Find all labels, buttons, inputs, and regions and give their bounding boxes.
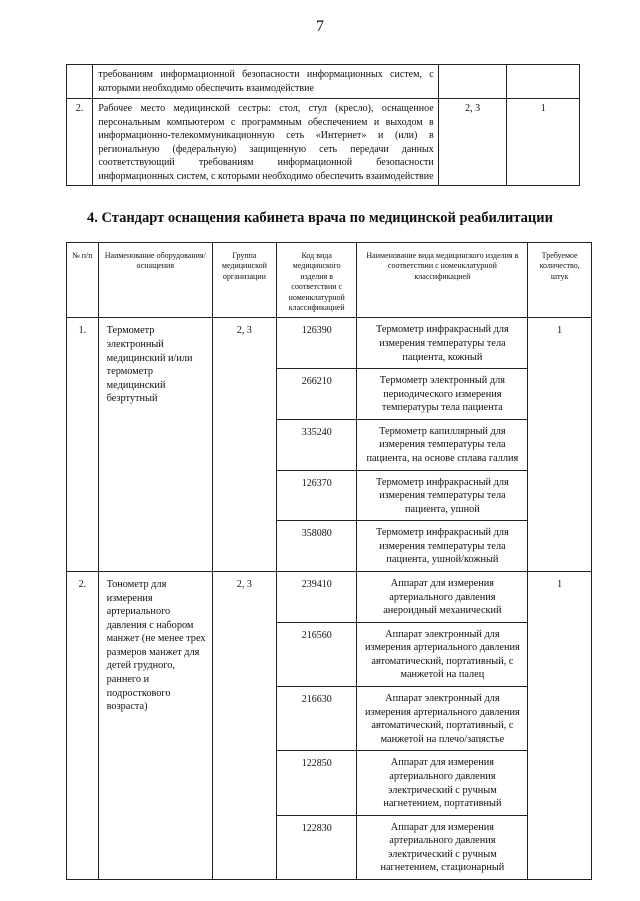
header-qty: Требуемое количество, штук (528, 243, 592, 318)
table-row (67, 318, 592, 369)
item-code: 122830 (276, 815, 357, 879)
row-quantity: 1 (507, 99, 580, 186)
item-group: 2, 3 (212, 318, 276, 572)
item-group: 2, 3 (212, 572, 276, 880)
item-code: 266210 (276, 369, 357, 420)
continuation-table (66, 64, 580, 186)
item-code: 126370 (276, 470, 357, 521)
item-desc: Аппарат электронный для измерения артериального давления автоматический, портативный, с манжетой на палец (357, 622, 528, 686)
header-desc: Наименование вида медицинского изделия в соответствии с номенклатурной классификацией (357, 243, 528, 318)
header-name: Наименование оборудования/ оснащения (98, 243, 212, 318)
item-quantity: 1 (528, 318, 592, 572)
page-number: 7 (316, 18, 324, 35)
item-desc: Аппарат для измерения артериального давления электрический с ручным нагнетением, стационарный (357, 815, 528, 879)
item-desc: Термометр инфракрасный для измерения температуры тела пациента, кожный (357, 318, 528, 369)
item-number: 1. (67, 318, 99, 572)
row-group: 2, 3 (438, 99, 507, 186)
item-name: Термометр электронный медицинский и/или термометр медицинский безртутный (98, 318, 212, 572)
item-code: 239410 (276, 572, 357, 623)
item-desc: Аппарат для измерения артериального давления анероидный механический (357, 572, 528, 623)
item-desc: Аппарат электронный для измерения артериального давления автоматический, портативный, с манжетой на плечо/запястье (357, 687, 528, 751)
table-row (67, 65, 580, 99)
row-text: требованиям информационной безопасности информационных систем, с которыми необходимо обеспечить взаимодействие (93, 65, 438, 99)
row-quantity (507, 65, 580, 99)
item-code: 335240 (276, 419, 357, 470)
header-code: Код вида медицинского изделия в соответствии с номенклатурной классификацией (276, 243, 357, 318)
row-group (438, 65, 507, 99)
table-row (67, 572, 592, 623)
item-code: 126390 (276, 318, 357, 369)
item-code: 216560 (276, 622, 357, 686)
item-desc: Термометр инфракрасный для измерения температуры тела пациента, ушной (357, 470, 528, 521)
item-code: 358080 (276, 521, 357, 572)
section-title: 4. Стандарт оснащения кабинета врача по медицинской реабилитации (87, 210, 553, 226)
item-quantity: 1 (528, 572, 592, 880)
item-desc: Термометр инфракрасный для измерения температуры тела пациента, ушной/кожный (357, 521, 528, 572)
item-code: 216630 (276, 687, 357, 751)
header-group: Группа медицинской организации (212, 243, 276, 318)
equipment-table (66, 242, 592, 880)
row-text: Рабочее место медицинской сестры: стол, стул (кресло), оснащенное персональным компьютером с программным обеспечением и выходом в информационно-телекоммуникационную сеть «Интернет» и (или) в региональную (федеральную) защищенную сеть передачи данных соответствующий требованиям информационной безопасности информационных систем, с которыми необходимо обеспечить взаимодействие (93, 99, 438, 186)
row-number (67, 65, 93, 99)
item-code: 122850 (276, 751, 357, 815)
item-desc: Аппарат для измерения артериального давления электрический с ручным нагнетением, портативный (357, 751, 528, 815)
table-row (67, 99, 580, 186)
item-number: 2. (67, 572, 99, 880)
item-name: Тонометр для измерения артериального давления с набором манжет (не менее трех размеров манжет для детей грудного, раннего и подросткового возраста) (98, 572, 212, 880)
item-desc: Термометр капиллярный для измерения температуры тела пациента, на основе сплава галлия (357, 419, 528, 470)
row-number: 2. (67, 99, 93, 186)
item-desc: Термометр электронный для периодического измерения температуры тела пациента (357, 369, 528, 420)
table-header-row (67, 243, 592, 318)
header-num: № п/п (67, 243, 99, 318)
